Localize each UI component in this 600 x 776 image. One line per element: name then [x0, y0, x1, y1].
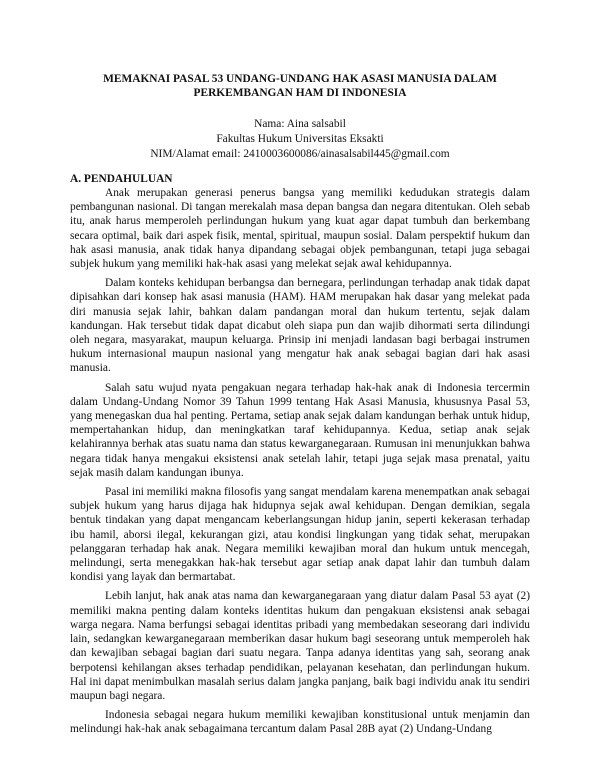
paragraph-1: Anak merupakan generasi penerus bangsa yang memiliki kedudukan strategis dalam pembangunan nasional. Di tangan merekalah masa depan bangsa dan negara ditentukan. Oleh sebab itu, anak harus memperoleh perlindungan hukum yang kuat agar dapat tumbuh dan berkembang secara optimal, baik dari aspek fisik, mental, spiritual, maupun sosial. Dalam perspektif hukum dan hak asasi manusia, anak tidak hanya dipandang sebagai objek pembangunan, tetapi juga sebagai subjek hukum yang memiliki hak-hak asasi yang melekat sejak awal kehidupannya. — [70, 187, 530, 271]
paper-title-line-1: MEMAKNAI PASAL 53 UNDANG-UNDANG HAK ASASI MANUSIA DALAM — [103, 73, 497, 85]
author-contact: NIM/Alamat email: 2410003600086/ainasalsabil445@gmail.com — [150, 148, 450, 160]
author-affiliation: Fakultas Hukum Universitas Eksakti — [216, 133, 384, 145]
author-name: Nama: Aina salsabil — [254, 118, 346, 130]
paragraph-3: Salah satu wujud nyata pengakuan negara terhadap hak-hak anak di Indonesia tercermin dalam Undang-Undang Nomor 39 Tahun 1999 tentang Hak Asasi Manusia, khususnya Pasal 53, yang menegaskan dua hal penting. Pertama, setiap anak sejak dalam kandungan berhak untuk hidup, mempertahankan hidup, dan meningkatkan taraf kehidupannya. Kedua, setiap anak sejak kelahirannya berhak atas suatu nama dan status kewarganegaraan. Rumusan ini menunjukkan bahwa negara tidak hanya mengakui eksistensi anak setelah lahir, tetapi juga sejak masa prenatal, yaitu sejak masih dalam kandungan ibunya. — [70, 381, 530, 479]
section-heading-pendahuluan: A. PENDAHULUAN — [70, 173, 173, 185]
paragraph-5: Lebih lanjut, hak anak atas nama dan kewarganegaraan yang diatur dalam Pasal 53 ayat (2) memiliki makna penting dalam konteks identitas hukum dan pengakuan eksistensi anak sebagai warga negara. Nama berfungsi sebagai identitas pribadi yang membedakan seseorang dari individu lain, sedangkan kewarganegaraan memberikan dasar hukum bagi seseorang untuk memperoleh hak dan kewajiban sebagai bagian dari suatu negara. Tanpa adanya identitas yang sah, seorang anak berpotensi kehilangan akses terhadap pendidikan, pelayanan kesehatan, dan perlindungan hukum. Hal ini dapat menimbulkan masalah serius dalam jangka panjang, baik bagi individu anak itu sendiri maupun bagi negara. — [70, 590, 530, 702]
paragraph-2: Dalam konteks kehidupan berbangsa dan bernegara, perlindungan terhadap anak tidak dapat dipisahkan dari konsep hak asasi manusia (HAM). HAM merupakan hak dasar yang melekat pada diri manusia sejak lahir, bahkan dalam pandangan moral dan hukum tertentu, sejak dalam kandungan. Hak tersebut tidak dapat dicabut oleh siapa pun dan wajib dihormati serta dilindungi oleh negara, masyarakat, maupun keluarga. Prinsip ini menjadi landasan bagi berbagai instrumen hukum internasional maupun nasional yang mengatur hak anak sebagai bagian dari hak asasi manusia. — [70, 277, 530, 375]
paragraph-4: Pasal ini memiliki makna filosofis yang sangat mendalam karena menempatkan anak sebagai subjek hukum yang harus dijaga hak hidupnya sejak awal kehidupan. Dengan demikian, segala bentuk tindakan yang dapat mengancam keberlangsungan hidup janin, seperti kekerasan terhadap ibu hamil, aborsi ilegal, kekurangan gizi, atau kondisi lingkungan yang tidak sehat, merupakan pelanggaran terhadap hak anak. Negara memiliki kewajiban moral dan hukum untuk mencegah, melindungi, serta menegakkan hak-hak tersebut agar setiap anak dapat lahir dan tumbuh dalam kondisi yang layak dan bermartabat. — [70, 486, 530, 584]
author-block — [70, 117, 530, 162]
paper-title — [70, 72, 530, 100]
paper-title-line-2: PERKEMBANGAN HAM DI INDONESIA — [193, 87, 407, 99]
paragraph-6: Indonesia sebagai negara hukum memiliki kewajiban konstitusional untuk menjamin dan melindungi hak-hak anak sebagaimana tercantum dalam Pasal 28B ayat (2) Undang-Undang — [70, 709, 530, 736]
